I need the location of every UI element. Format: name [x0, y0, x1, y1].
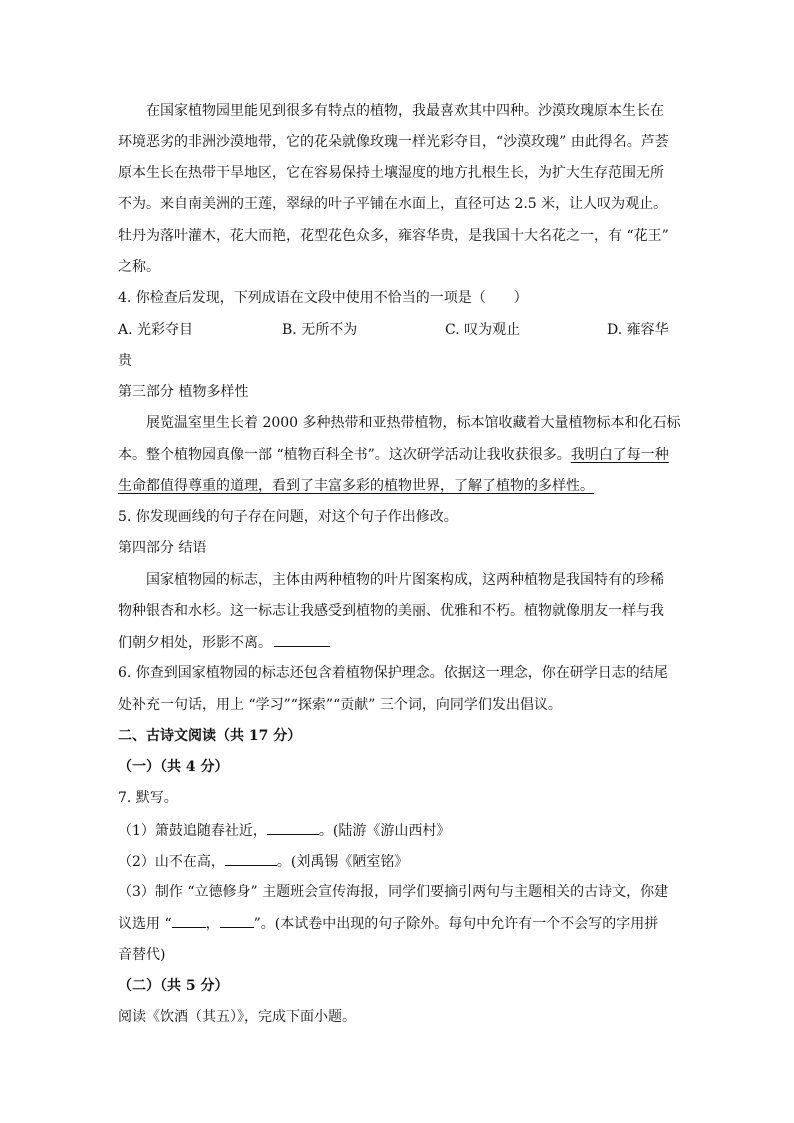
paragraph-line [118, 476, 594, 496]
option-d: D. 雍容华 [607, 322, 669, 338]
option-a: A. 光彩夺目 [118, 322, 194, 338]
question-6-line: 6. 你查到国家植物园的标志还包含着植物保护理念。依据这一理念，你在研学日志的结尾 [118, 665, 668, 681]
question-7-item-3: （3）制作 “立德修身” 主题班会宣传海报，同学们要摘引两句与主题相关的古诗文，你建 [118, 884, 669, 900]
underlined-sentence: 我明白了每一种 [570, 447, 669, 463]
plain-text: 本。整个植物园真像一部 “植物百科全书”。这次研学活动让我收获很多。 [118, 447, 571, 463]
subsection-2-heading: （二）（共 5 分） [118, 978, 229, 994]
option-d-continued: 贵 [118, 353, 132, 369]
question-6-line: 处补充一句话，用上 “学习”“探索”“贡献” 三个词，向同学们发出倡议。 [118, 697, 562, 713]
paragraph-line: 物种银杏和水杉。这一标志让我感受到植物的美丽、优雅和不朽。植物就像朋友一样与我 [118, 603, 664, 619]
item-text: 。(陆游《游山西村》 [318, 823, 451, 839]
question-7-stem: 7. 默写。 [118, 790, 178, 806]
item-text: （2）山不在高， [118, 854, 225, 870]
paragraph-line: 不为。来自南美洲的王莲，翠绿的叶子平铺在水面上，直径可达 2.5 米，让人叹为观止。 [118, 196, 668, 212]
answer-blank[interactable] [267, 820, 319, 835]
paragraph-line: 原本生长在热带干旱地区，它在容易保持土壤湿度的地方扎根生长，为扩大生存范围无所 [118, 165, 664, 181]
reading-instruction: 阅读《饮酒（其五）》，完成下面小题。 [118, 1009, 356, 1025]
paragraph-line: 展览温室里生长着 2000 多种热带和亚热带植物，标本馆收藏着大量植物标本和化石标 [146, 415, 681, 431]
option-b: B. 无所不为 [282, 322, 358, 338]
question-4-stem: 4. 你检查后发现，下列成语在文段中使用不恰当的一项是（ ） [118, 290, 528, 306]
paragraph-line: 环境恶劣的非洲沙漠地带，它的花朵就像玫瑰一样光彩夺目，“沙漠玫瑰” 由此得名。芦荟 [118, 134, 669, 150]
item-text: 议选用 “ [118, 916, 172, 932]
item-text: ”。(本试卷中出现的句子除外。每句中允许有一个不会写的字用拼 [253, 916, 659, 932]
subsection-1-heading: （一）（共 4 分） [118, 759, 229, 775]
paragraph-text: 们朝夕相处，形影不离。 [118, 635, 272, 651]
answer-blank[interactable] [225, 851, 277, 866]
question-7-item-1 [118, 820, 450, 840]
item-text: ， [205, 916, 220, 932]
answer-blank[interactable] [220, 913, 254, 928]
part4-heading: 第四部分 结语 [118, 540, 207, 556]
item-text: （1）箫鼓追随春社近， [118, 823, 267, 839]
question-7-item-3-line3: 音替代) [118, 947, 166, 963]
paragraph-line: 在国家植物园里能见到很多有特点的植物，我最喜欢其中四种。沙漠玫瑰原本生长在 [146, 103, 664, 119]
section-2-heading: 二、古诗文阅读（共 17 分） [118, 728, 302, 744]
answer-blank[interactable] [172, 913, 206, 928]
part3-heading: 第三部分 植物多样性 [118, 384, 249, 400]
paragraph-line: 牡丹为落叶灌木，花大而艳，花型花色众多，雍容华贵，是我国十大名花之一，有 “花王” [118, 228, 669, 244]
question-5-stem: 5. 你发现画线的句子存在问题，对这个句子作出修改。 [118, 509, 458, 525]
answer-blank[interactable] [274, 632, 330, 647]
question-7-item-2 [118, 851, 408, 871]
option-c: C. 叹为观止 [445, 322, 521, 338]
paragraph-line: 国家植物园的标志，主体由两种植物的叶片图案构成，这两种植物是我国特有的珍稀 [146, 572, 664, 588]
paragraph-line [118, 445, 669, 465]
paragraph-line: 之称。 [118, 259, 160, 275]
item-text: 。(刘禹锡《陋室铭》 [276, 854, 409, 870]
question-7-item-3-line2 [118, 913, 658, 933]
paragraph-line [118, 632, 330, 652]
underlined-sentence: 生命都值得尊重的道理，看到了丰富多彩的植物世界，了解了植物的多样性。 [118, 478, 594, 494]
